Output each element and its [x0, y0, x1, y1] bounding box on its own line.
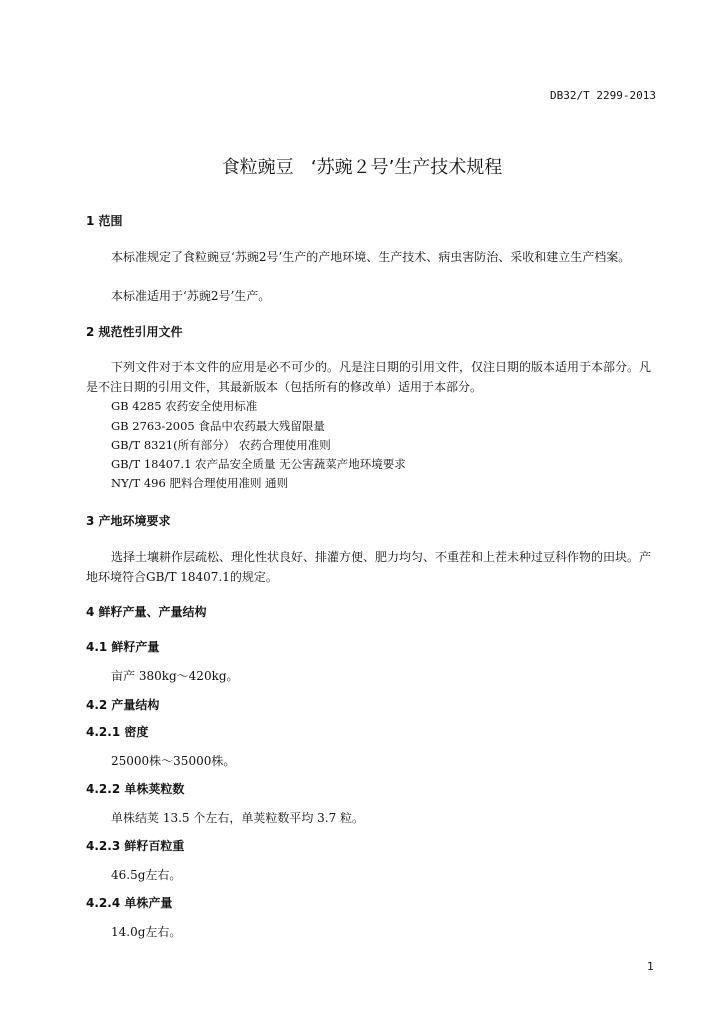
- section-3-heading: 3 产地环境要求: [86, 514, 171, 528]
- section-4-2-3-heading: 4.2.3 鲜籽百粒重: [86, 839, 185, 853]
- reference-item: GB/T 18407.1 农产品安全质量 无公害蔬菜产地环境要求: [111, 457, 406, 471]
- section-4-2-3-text: 46.5g左右。: [111, 868, 182, 882]
- section-4-2-4-heading: 4.2.4 单株产量: [86, 896, 173, 910]
- section-4-1-heading: 4.1 鲜籽产量: [86, 640, 160, 654]
- reference-item: NY/T 496 肥料合理使用准则 通则: [111, 476, 289, 490]
- section-4-2-1-heading: 4.2.1 密度: [86, 725, 149, 739]
- section-4-2-2-heading: 4.2.2 单株荚粒数: [86, 782, 185, 796]
- section-4-2-4-text: 14.0g左右。: [111, 925, 182, 939]
- section-1-heading: 1 范围: [86, 214, 123, 228]
- section-4-heading: 4 鲜籽产量、产量结构: [86, 605, 207, 619]
- standard-code: DB32/T 2299-2013: [550, 89, 656, 102]
- section-1-paragraph-1: 本标准规定了食粒豌豆‘苏豌2号’生产的产地环境、生产技术、病虫害防治、采收和建立生产档案。: [111, 250, 631, 264]
- section-4-2-1-text: 25000株～35000株。: [111, 754, 236, 768]
- document-title: 食粒豌豆 ‘苏豌２号’生产技术规程: [221, 157, 503, 178]
- section-2-paragraph-1: 下列文件对于本文件的应用是必不可少的。凡是注日期的引用文件，仅注日期的版本适用于本部分。凡是不注日期的引用文件，其最新版本（包括所有的修改单）适用于本部分。: [86, 360, 652, 394]
- section-4-1-text: 亩产 380kg～420kg。: [111, 669, 239, 683]
- reference-item: GB 4285 农药安全使用标准: [111, 399, 258, 413]
- section-4-2-2-text: 单株结荚 13.5 个左右，单荚粒数平均 3.7 粒。: [111, 811, 365, 825]
- section-2-heading: 2 规范性引用文件: [86, 325, 183, 339]
- page-number: 1: [647, 960, 654, 973]
- reference-item: GB 2763-2005 食品中农药最大残留限量: [111, 419, 325, 433]
- section-4-2-heading: 4.2 产量结构: [86, 698, 160, 712]
- section-1-paragraph-2: 本标准适用于‘苏豌2号’生产。: [111, 289, 271, 303]
- reference-item: GB/T 8321(所有部分） 农药合理使用准则: [111, 438, 331, 452]
- section-3-paragraph-1: 选择土壤耕作层疏松、理化性状良好、排灌方便、肥力均匀、不重茬和上茬未种过豆科作物的田块。产地环境符合GB/T 18407.1的规定。: [86, 550, 652, 584]
